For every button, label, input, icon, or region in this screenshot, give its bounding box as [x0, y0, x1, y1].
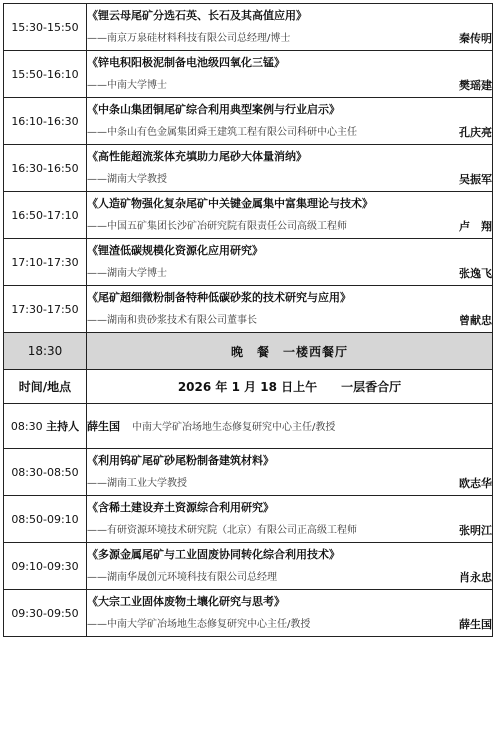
host-body [87, 404, 493, 449]
session-org: ——中国五矿集团长沙矿冶研究院有限责任公司高级工程师 [87, 221, 347, 232]
session-body [87, 51, 493, 98]
session-row [4, 145, 493, 192]
session-speaker: 曾献忠 [459, 314, 492, 327]
session-org: ——有研资源环境技术研究院（北京）有限公司正高级工程师 [87, 525, 357, 536]
session-title: 《多源金属尾矿与工业固废协同转化综合利用技术》 [87, 548, 340, 561]
session-title: 《尾矿超细微粉制备特种低碳砂浆的技术研究与应用》 [87, 291, 351, 304]
time-location-label: 时间/地点 [4, 370, 87, 404]
session-speaker: 卢 翔 [459, 220, 492, 233]
session-org: ——湖南大学教授 [87, 174, 167, 185]
session-title: 《锌电积阳极泥制备电池级四氧化三锰》 [87, 56, 285, 69]
dinner-time: 18:30 [4, 333, 87, 370]
session-body [87, 239, 493, 286]
session-title: 《含稀土建设弃土资源综合利用研究》 [87, 501, 274, 514]
host-time: 08:30 [10, 420, 43, 433]
session-title: 《利用钨矿尾矿砂尾粉制备建筑材料》 [87, 454, 274, 467]
session-body [87, 590, 493, 637]
session-body [87, 192, 493, 239]
session-body [87, 496, 493, 543]
host-role: 中南大学矿冶场地生态修复研究中心主任/教授 [132, 422, 336, 433]
session-org: ——中南大学矿冶场地生态修复研究中心主任/教授 [87, 619, 311, 630]
session-title: 《大宗工业固体废物土壤化研究与思考》 [87, 595, 285, 608]
dinner-text: 晚 餐 一楼西餐厅 [87, 333, 493, 370]
session-time: 15:50-16:10 [4, 51, 87, 98]
session-title: 《中条山集团铜尾矿综合利用典型案例与行业启示》 [87, 103, 340, 116]
session-row [4, 590, 493, 637]
session-body [87, 145, 493, 192]
session-body [87, 98, 493, 145]
session-org: ——湖南大学博士 [87, 268, 167, 279]
session-body [87, 4, 493, 51]
session-row [4, 496, 493, 543]
session-time: 09:10-09:30 [4, 543, 87, 590]
host-label: 主持人 [46, 420, 80, 433]
session-row [4, 51, 493, 98]
session-speaker: 张逸飞 [459, 267, 492, 280]
session-row [4, 449, 493, 496]
session-speaker: 秦传明 [459, 32, 492, 45]
session-time: 16:50-17:10 [4, 192, 87, 239]
session-org: ——湖南工业大学教授 [87, 478, 187, 489]
session-body [87, 449, 493, 496]
session-org: ——中条山有色金属集团舜王建筑工程有限公司科研中心主任 [87, 127, 357, 138]
session-row [4, 286, 493, 333]
session-speaker: 张明江 [459, 524, 492, 537]
session-row [4, 98, 493, 145]
session-speaker: 欧志华 [459, 477, 492, 490]
session-time: 09:30-09:50 [4, 590, 87, 637]
session-row [4, 192, 493, 239]
day-header-row [4, 370, 493, 404]
session-title: 《锂云母尾矿分选石英、长石及其高值应用》 [87, 9, 307, 22]
session-title: 《人造矿物强化复杂尾矿中关键金属集中富集理论与技术》 [87, 197, 373, 210]
session-time: 16:30-16:50 [4, 145, 87, 192]
session-time: 17:10-17:30 [4, 239, 87, 286]
session-time: 16:10-16:30 [4, 98, 87, 145]
session-speaker: 樊瑶建 [459, 79, 492, 92]
session-body [87, 286, 493, 333]
session-time: 15:30-15:50 [4, 4, 87, 51]
session-row [4, 239, 493, 286]
dinner-row [4, 333, 493, 370]
session-time: 17:30-17:50 [4, 286, 87, 333]
host-name: 薛生国 [87, 420, 120, 433]
session-time: 08:50-09:10 [4, 496, 87, 543]
session-title: 《锂渣低碳规模化资源化应用研究》 [87, 244, 263, 257]
session-speaker: 吴振军 [459, 173, 492, 186]
session-speaker: 肖永忠 [459, 571, 492, 584]
host-time-cell [4, 404, 87, 449]
session-org: ——湖南和贵砂浆技术有限公司董事长 [87, 315, 257, 326]
session-body [87, 543, 493, 590]
session-org: ——南京万泉硅材料科技有限公司总经理/博士 [87, 33, 291, 44]
day-header-text: 2026 年 1 月 18 日上午 一层香合厅 [87, 370, 493, 404]
session-org: ——中南大学博士 [87, 80, 167, 91]
session-title: 《高性能超流浆体充填助力尾砂大体量消纳》 [87, 150, 307, 163]
schedule-table [3, 3, 493, 637]
session-speaker: 薛生国 [459, 618, 492, 631]
host-row [4, 404, 493, 449]
session-row [4, 4, 493, 51]
session-org: ——湖南华晟创元环境科技有限公司总经理 [87, 572, 277, 583]
session-speaker: 孔庆亮 [459, 126, 492, 139]
session-row [4, 543, 493, 590]
session-time: 08:30-08:50 [4, 449, 87, 496]
